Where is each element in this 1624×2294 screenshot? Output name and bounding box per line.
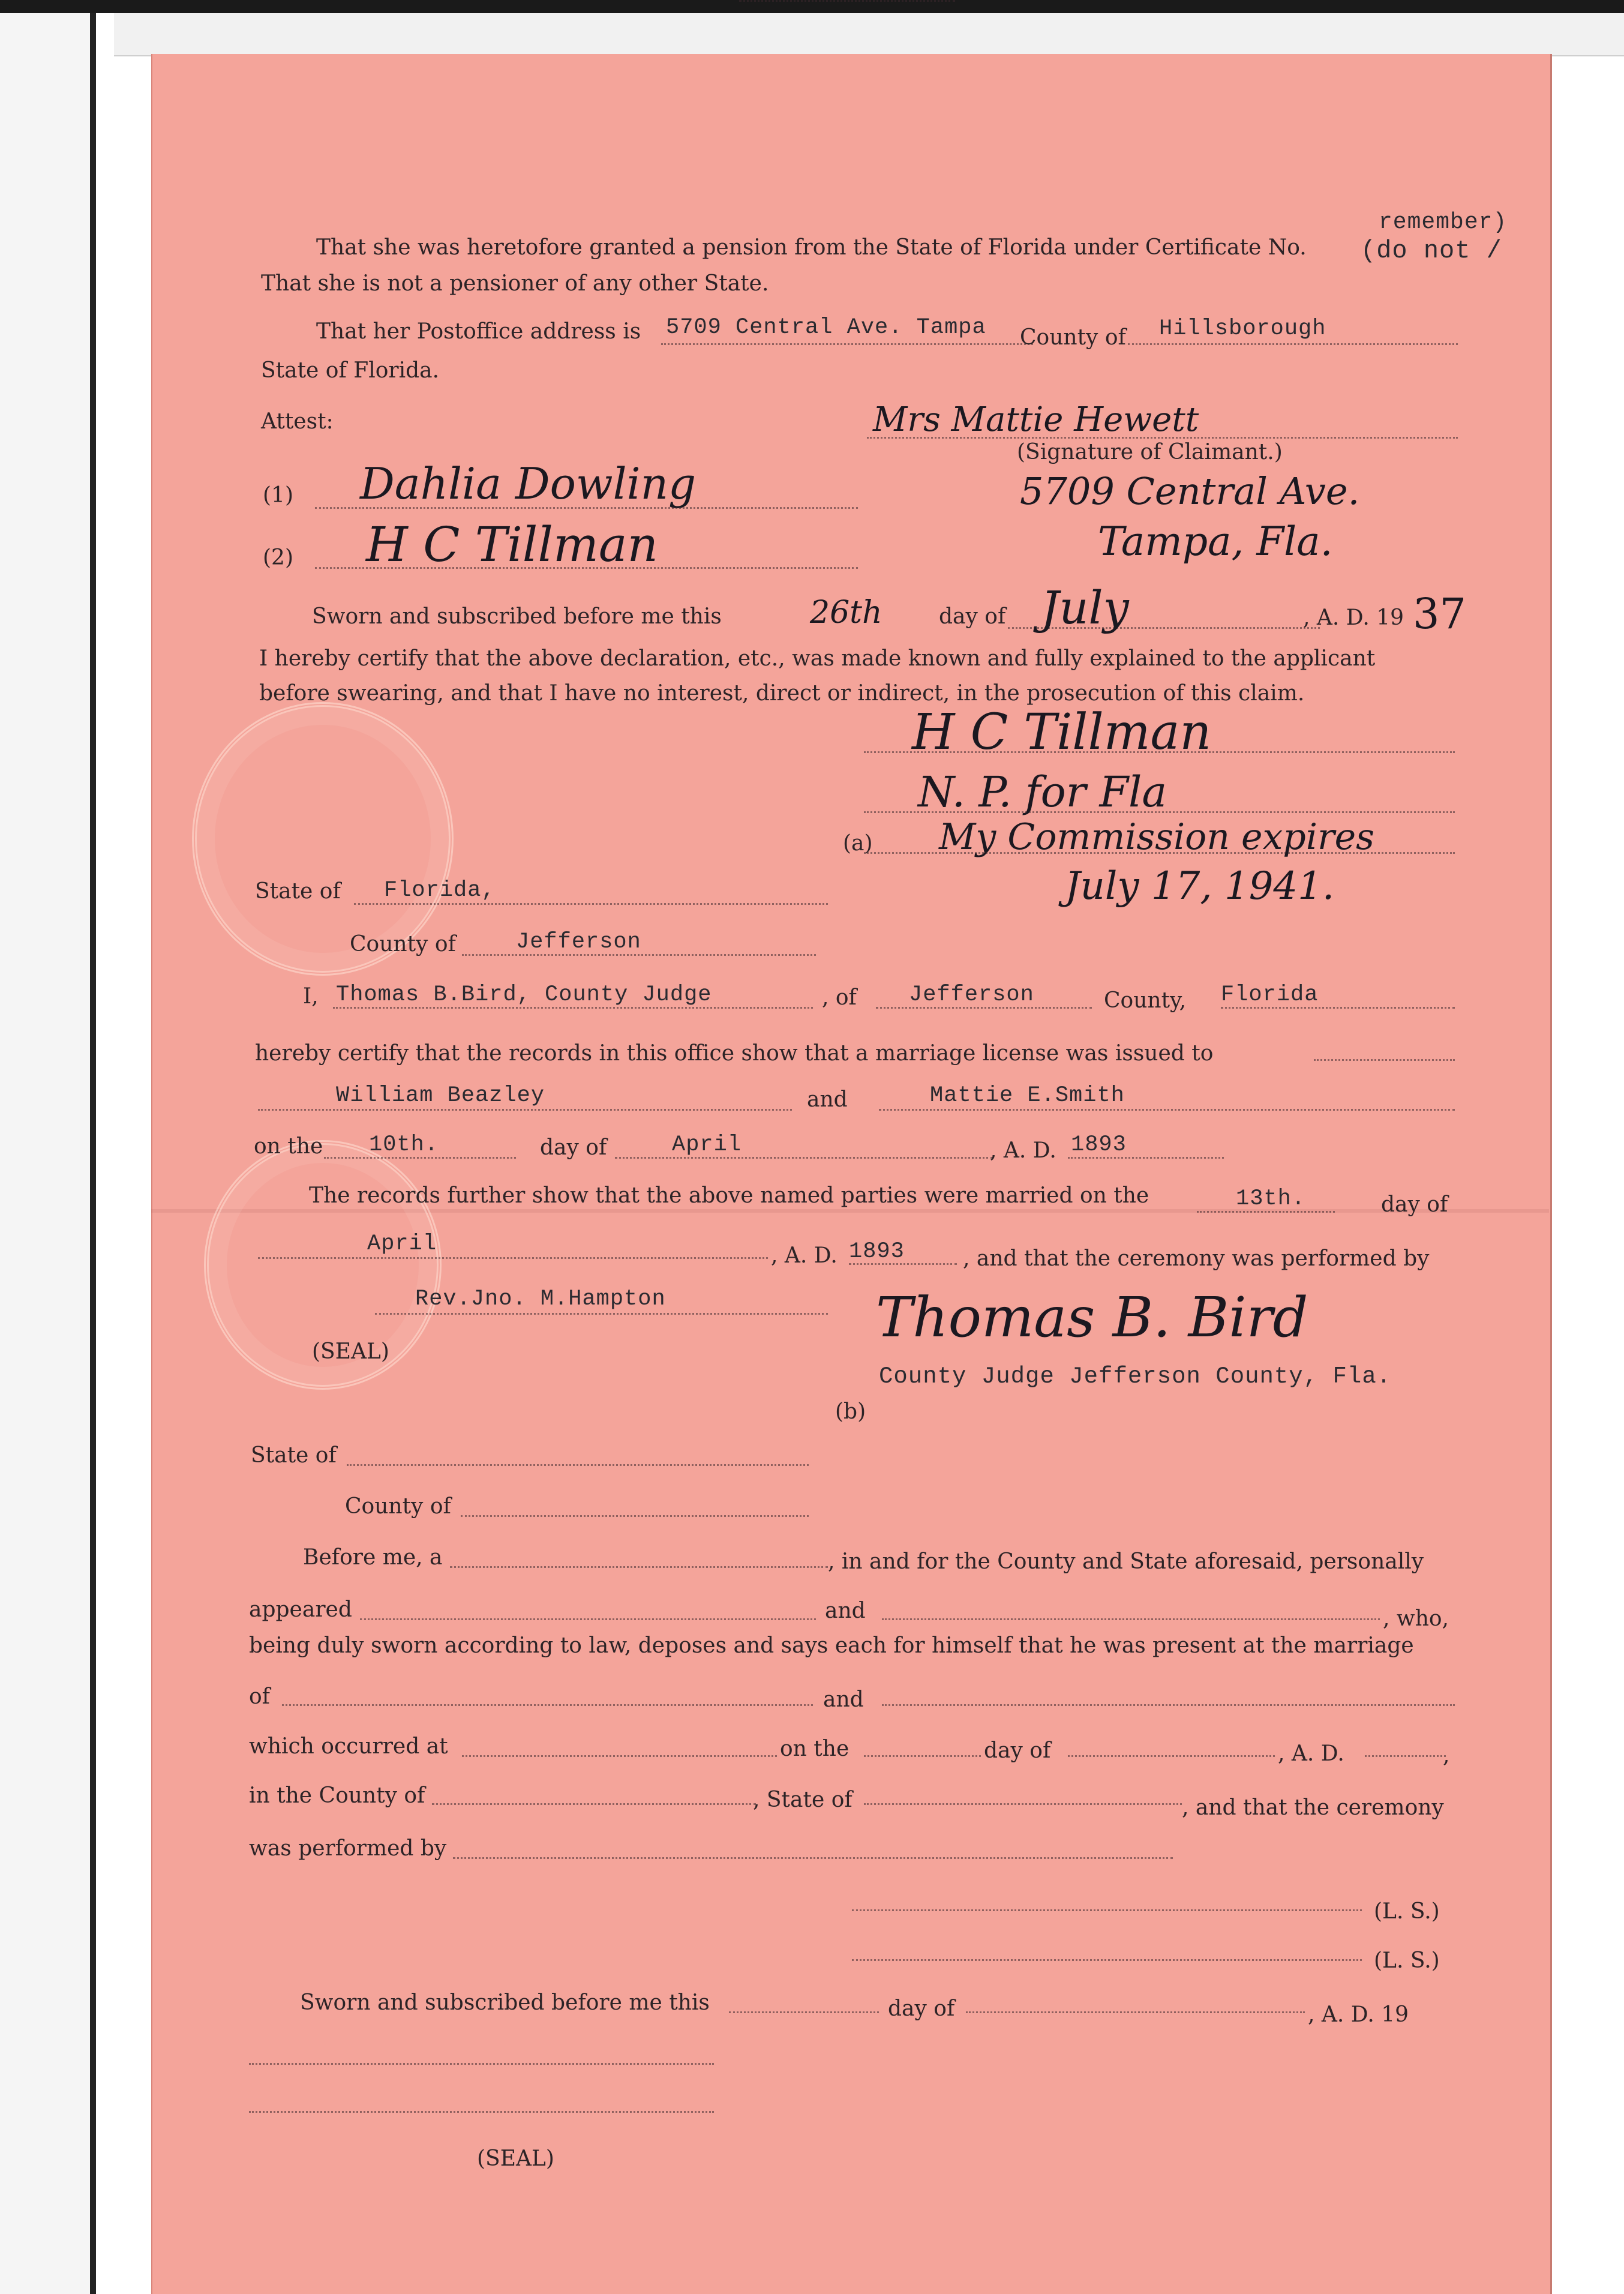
county-value-2: Jefferson: [516, 929, 641, 955]
judge-name-line: [333, 1007, 813, 1009]
address-handwritten-2: Tampa, Fla.: [1098, 518, 1333, 565]
sworn-day: 26th: [810, 595, 882, 631]
seal-label-b: (SEAL): [312, 1339, 389, 1364]
state-word-line: [1221, 1007, 1455, 1009]
hereby-line: hereby certify that the records in this office show that a marriage license was issued to: [255, 1041, 1214, 1066]
in-and-for-line: , in and for the County and State aforesaid, personally: [828, 1549, 1424, 1574]
postoffice-label: That her Postoffice address is: [316, 319, 641, 344]
county-value: Hillsborough: [1159, 316, 1326, 341]
i-label: I,: [303, 984, 319, 1009]
officer-signature: H C Tillman: [912, 704, 1212, 761]
ls1-label: (L. S.): [1374, 1899, 1440, 1924]
state-word: Florida: [1221, 982, 1319, 1007]
of-and: and: [823, 1687, 864, 1712]
commission-line-1: My Commission expires: [939, 816, 1374, 858]
on-the-label: on the: [254, 1134, 323, 1159]
sworn-label-3: Sworn and subscribed before me this: [300, 1990, 710, 2015]
witness-1-line: [315, 507, 858, 509]
before-me-line: [450, 1566, 828, 1568]
license-day-line: [324, 1157, 516, 1159]
license-day: 10th.: [369, 1132, 439, 1158]
not-pensioner-line: That she is not a pensioner of any other State.: [261, 271, 769, 296]
hereby-line-dots: [1314, 1059, 1455, 1061]
county-label: County of: [1020, 325, 1126, 350]
of-line-3: [282, 1704, 813, 1706]
postoffice-line: [661, 343, 1033, 345]
state-label: State of: [255, 879, 341, 904]
appeared-and: and: [825, 1599, 866, 1623]
witness-2-line: [315, 567, 858, 569]
certify-line-2: before swearing, and that I have no interest, direct or indirect, in the prosecution of this claim.: [259, 681, 1305, 706]
claimant-signature: Mrs Mattie Hewett: [873, 400, 1199, 439]
performed-by-label: was performed by: [249, 1836, 447, 1861]
seal-label-3: (SEAL): [477, 2146, 554, 2171]
signature-caption: (Signature of Claimant.): [1017, 440, 1283, 464]
handwritten-do-not: (do not /: [1361, 236, 1502, 265]
county-line-2: [462, 954, 816, 956]
state-of-line-3b: [864, 1803, 1182, 1805]
married-ad-label: , A. D.: [771, 1243, 837, 1268]
ceremony-label: , and that the ceremony: [1182, 1795, 1444, 1820]
state-value: Florida,: [384, 878, 496, 903]
occurred-at-line: [462, 1755, 777, 1757]
bride-line: [879, 1109, 1455, 1111]
occurred-day-of: day of: [984, 1738, 1051, 1763]
and-label: and: [807, 1087, 848, 1112]
sworn-year-suffix: 37: [1413, 589, 1467, 638]
state-of-label-3b: , State of: [753, 1788, 852, 1812]
in-county-of-line: [432, 1803, 756, 1805]
married-year-line: [849, 1263, 957, 1265]
pension-certificate-line: That she was heretofore granted a pension from the State of Florida under Certificate No.: [316, 235, 1307, 260]
ls1-line: [852, 1909, 1362, 1911]
state-of-label-3: State of: [251, 1443, 337, 1468]
married-day-of: day of: [1381, 1192, 1448, 1217]
sworn-day-of: day of: [939, 604, 1006, 629]
ls2-line: [852, 1959, 1362, 1961]
scan-top-margin: [114, 13, 1624, 56]
sworn-month-line-3: [966, 2011, 1305, 2013]
label-b: (b): [835, 1399, 866, 1424]
county-line: [1128, 343, 1458, 345]
bride-name: Mattie E.Smith: [930, 1083, 1125, 1108]
married-month: April: [367, 1231, 437, 1257]
sworn-ad-19: , A. D. 19: [1303, 605, 1404, 630]
officiant-line: [375, 1313, 828, 1315]
witness-1-number: (1): [263, 483, 293, 508]
sworn-day-line-3: [729, 2011, 879, 2013]
state-of-line-3: [347, 1464, 809, 1466]
occurred-at-label: which occurred at: [249, 1734, 448, 1759]
in-county-of-label: in the County of: [249, 1783, 425, 1808]
appeared-line-2: [882, 1618, 1380, 1620]
before-me-label: Before me, a: [303, 1545, 443, 1570]
of-county: Jefferson: [909, 982, 1034, 1007]
groom-name: William Beazley: [336, 1083, 545, 1108]
of-county-line: [876, 1007, 1092, 1009]
of-label-3: of: [249, 1684, 270, 1709]
address-handwritten-1: 5709 Central Ave.: [1020, 469, 1360, 513]
commission-line: [864, 852, 1455, 854]
officer-title-line: [864, 811, 1455, 813]
sworn-month: July: [1041, 581, 1129, 634]
occurred-day-line: [864, 1755, 981, 1757]
license-year-line: [1068, 1157, 1224, 1159]
scan-edge: [90, 0, 96, 2294]
officer-signature-line: [864, 751, 1455, 753]
occurred-on-the: on the: [780, 1737, 849, 1761]
ls2-label: (L. S.): [1374, 1948, 1440, 1973]
state-line: [354, 903, 828, 905]
scan-top-edge: [0, 0, 1624, 13]
appeared-label: appeared: [249, 1597, 352, 1622]
officer-line-3b: [249, 2111, 714, 2113]
duly-sworn-line: being duly sworn according to law, deposes and says each for himself that he was present at the marriage: [249, 1633, 1414, 1658]
appeared-line-1: [360, 1618, 816, 1620]
married-day: 13th.: [1236, 1186, 1306, 1212]
license-year: 1893: [1071, 1132, 1127, 1158]
county-of-line-3: [461, 1515, 809, 1517]
commission-line-2: July 17, 1941.: [1065, 864, 1335, 908]
license-month-line: [615, 1157, 993, 1159]
judge-name: Thomas B.Bird, County Judge: [336, 982, 712, 1007]
witness-2-number: (2): [263, 545, 293, 570]
attest-label: Attest:: [261, 409, 334, 434]
judge-caption: County Judge Jefferson County, Fla.: [879, 1363, 1392, 1390]
occurred-ad: , A. D.: [1278, 1741, 1344, 1766]
scan-margin: [0, 0, 90, 2294]
officiant-name: Rev.Jno. M.Hampton: [415, 1287, 666, 1312]
of-label: , of: [822, 985, 857, 1010]
of-and-line: [882, 1704, 1455, 1706]
county-word: County,: [1104, 988, 1187, 1013]
label-a: (a): [843, 831, 873, 856]
sworn-day-of-3: day of: [888, 1996, 955, 2021]
certify-line-1: I hereby certify that the above declaration, etc., was made known and fully explained to the applicant: [259, 646, 1376, 671]
groom-line: [258, 1109, 792, 1111]
married-month-line: [258, 1257, 768, 1259]
sworn-day-line: [739, 0, 955, 2]
sworn-label: Sworn and subscribed before me this: [312, 604, 722, 629]
license-day-of: day of: [540, 1135, 607, 1160]
witness-1-signature: Dahlia Dowling: [360, 458, 697, 509]
occurred-comma: ,: [1443, 1743, 1450, 1768]
claimant-signature-line: [867, 437, 1458, 439]
officer-line-3a: [249, 2063, 714, 2065]
records-further-line: The records further show that the above named parties were married on the: [309, 1183, 1149, 1208]
county-of-label-3: County of: [345, 1494, 451, 1519]
occurred-year-line: [1365, 1755, 1446, 1757]
sworn-ad-19-3: , A. D. 19: [1308, 2002, 1409, 2027]
married-year: 1893: [849, 1239, 905, 1264]
postoffice-value: 5709 Central Ave. Tampa: [666, 315, 986, 340]
handwritten-remember: remember): [1379, 209, 1508, 235]
occurred-month-line: [1068, 1755, 1275, 1757]
license-ad-label: , A. D.: [990, 1138, 1056, 1163]
county-label-2: County of: [350, 932, 456, 956]
license-month: April: [672, 1132, 742, 1158]
judge-signature: Thomas B. Bird: [876, 1285, 1308, 1350]
state-of-florida: State of Florida.: [261, 358, 440, 383]
performed-by-line: [453, 1857, 1173, 1859]
witness-2-signature: H C Tillman: [366, 517, 659, 572]
who-label: , who,: [1383, 1606, 1449, 1631]
officer-title: N. P. for Fla: [918, 767, 1167, 817]
ceremony-by-line: , and that the ceremony was performed by: [963, 1246, 1430, 1271]
